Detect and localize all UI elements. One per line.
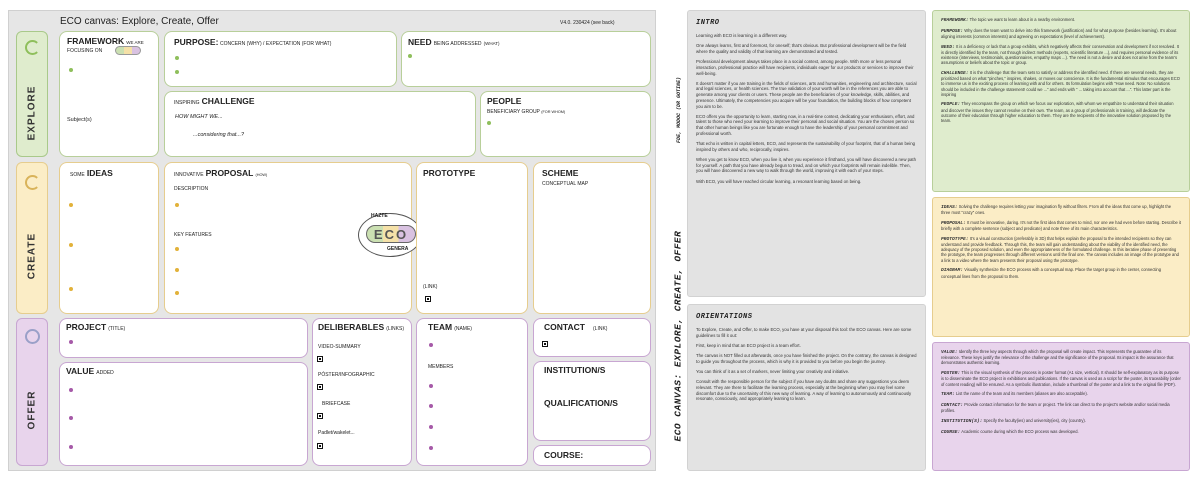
note-text: They encompass the group on which we focus our exploration, with whom we empathize to understand their situation and discover the issues they cannot resolve on their own. The team, as a group of professionals in training, will dedicate the outcome of their education through higher education to them. They are the recipients of the innovative solution proposed by the team.: [941, 101, 1174, 124]
people-label: PEOPLE: [487, 96, 522, 106]
orientations-title: ORIENTATIONS: [696, 313, 753, 321]
note-key: POSTER:: [941, 371, 961, 377]
note-item: [941, 236, 1181, 263]
note-text: It is a deficiency or lack that a group exhibits, which negatively affects their conservation and development if not resolved. It is directly identified by the team, not through indirect methods (experts, scientific literature ...), and requires personal evidence of its existence (interviews, testimonials, questionnaires, empathy maps ...). The need is not a desire and does not arise from the team's assumptions or beliefs about the topic or group.: [941, 43, 1179, 66]
intro-panel: [687, 10, 926, 297]
value-bullet: [69, 416, 73, 420]
project-sub: (TITLE): [108, 326, 126, 332]
note-key: NEED:: [941, 44, 955, 50]
paragraph: Learning with ECO is learning in a different way.: [696, 33, 788, 38]
purpose-label: PURPOSE:: [174, 37, 219, 47]
note-text: This is the visual synthesis of the process in poster format (A1 size, vertical). It should be self-explanatory as its purpose is to disseminate the ECO project in exhibitions and publications. If the canvas is used as a script for the poster, its traceability (order of content reading) will be ensured. As a symbolic illustration, include a thumbnail of the poster and a link to the original file (PDF).: [941, 370, 1181, 387]
note-text: The topic we want to learn about in a nearby environment.: [969, 17, 1076, 22]
paragraph: First, keep in mind that an ECO project is a team effort.: [696, 342, 801, 348]
people-sub: [487, 109, 565, 115]
create-notes-panel: [932, 197, 1190, 337]
note-item: [941, 70, 1181, 97]
canvas-title: ECO canvas: Explore, Create, Offer: [60, 16, 219, 27]
ideas-bullet: [69, 243, 73, 247]
note-item: [941, 44, 1181, 66]
qr-icon[interactable]: [317, 413, 323, 419]
note-key: VALUE:: [941, 350, 958, 355]
contact-box[interactable]: [533, 318, 651, 357]
value-sub: ADDED: [96, 370, 114, 376]
deliverable-item: BRIEFCASE: [322, 401, 351, 407]
note-key: PROTOTYPE:: [941, 236, 969, 242]
note-key: DIAGRAM:: [941, 268, 964, 274]
note-key: IDEAS:: [941, 205, 958, 210]
deliverable-item: Padlet/wakelet...: [318, 430, 355, 436]
institution-label: INSTITUTION/S: [544, 365, 606, 375]
institution-box[interactable]: [533, 361, 651, 441]
people-sub2: (FOR WHOM): [541, 110, 566, 114]
note-text: Why does the team want to delve into this framework (justification) and for what purpose (besides learning). It's about aligning interests (common interests) and agreeing on expectations (level of achievement).: [941, 27, 1177, 39]
scheme-sub: CONCEPTUAL MAP: [542, 181, 589, 187]
intro-title: INTRO: [696, 19, 720, 27]
contact-label: CONTACT: [544, 322, 585, 332]
people-box[interactable]: [480, 91, 651, 157]
qr-icon[interactable]: [542, 341, 548, 347]
team-bullet: [429, 425, 433, 429]
qr-icon[interactable]: [317, 384, 323, 390]
note-item: [941, 349, 1181, 366]
note-key: CONTACT:: [941, 402, 964, 408]
proposal-pre: INNOVATIVE: [174, 172, 204, 178]
paragraph: Professional development always takes place in a social context, among people. With more or less personal interaction, professional practice will have recipients, individuals eager for our products or services to improve their well-being.: [696, 59, 914, 76]
explore-label: EXPLORE: [26, 85, 38, 140]
team-bullet: [429, 446, 433, 450]
team-box[interactable]: [416, 318, 528, 466]
ideas-label: IDEAS: [86, 168, 113, 178]
prototype-label: PROTOTYPE: [423, 168, 476, 178]
note-text: It is the challenge that the team sets to satisfy or address the identified need. If there are several needs, they are prioritized based on what "pinches," inspires, shakes, or moves our conscience. It is the fundamental stimulus that encourages ECO to immerse us in the exciting process of learning with and for others. Its formulation begins with "How need. Note: No solutions should be included in the challenge statement! could we ..." and ends with " ... taking into account that ...". This latter part is the inspiring: [941, 69, 1180, 97]
purpose-bullet: [175, 56, 179, 60]
eco-mini-logo-icon: [115, 46, 141, 55]
value-label: VALUE: [66, 366, 95, 376]
course-box[interactable]: [533, 445, 651, 466]
note-item: [941, 429, 1181, 435]
note-text: Provide contact information for the team or project. The link can direct to the project's website and/or social media profiles.: [941, 401, 1170, 414]
challenge-label: CHALLENGE: [201, 96, 255, 106]
team-label: TEAM: [428, 322, 453, 332]
people-sub1: BENEFICIARY GROUP: [487, 109, 540, 115]
framework-line2: FOCUSING ON: [67, 48, 103, 54]
qualification-label: QUALIFICATION/S: [544, 398, 618, 408]
note-item: [941, 28, 1181, 39]
create-tab: [16, 162, 48, 314]
ideas-bullet: [69, 203, 73, 207]
note-text: List the name of the team and its members (aliases are also acceptable).: [955, 391, 1088, 397]
create-logo-icon: [25, 175, 40, 190]
purpose-box[interactable]: [164, 31, 397, 87]
prototype-box[interactable]: [416, 162, 528, 314]
proposal-bullet: [175, 247, 179, 251]
eco-stamp-icon: [358, 213, 422, 257]
value-box[interactable]: [59, 362, 308, 466]
note-text: It's a visual construction (preferably in 3D) that helps explain the proposal to the intended recipients so they can understand and provide feedback. Through this, the team will gain understanding about the viability of the identified need, the adequacy of the proposed solution, and even the appropriateness of the formulated challenge. In this iterative phase of presenting the prototype, the team progresses through different versions until the final one. The canvas includes an image of the prototype and a link to a video where the team presents their proposal using the prototype.: [941, 235, 1179, 263]
stamp-mid: ECO: [366, 225, 416, 243]
note-key: PURPOSE:: [941, 28, 964, 34]
paragraph: To Explore, Create, and Offer, to make ECO, you have at your disposal this tool: the ECO canvas. Here are some guidelines to fill it out:: [696, 327, 912, 338]
note-key: INSTITUTION(S):: [941, 418, 983, 424]
need-sub1: BEING ADDRESSED: [433, 41, 482, 47]
note-item: [941, 220, 1181, 231]
framework-suffix: WE ARE: [126, 40, 144, 45]
note-key: PROPOSAL:: [941, 220, 966, 226]
paragraph: ECO offers you the opportunity to learn, starting now, in a real-time context, dedicating your enthusiasm, effort, and talent to those who need your learning to improve their personal and social situation. You are the chosen person so that other human beings like you are fortunate enough to have the leadership of your personal commitment and professional worth.: [696, 113, 915, 136]
note-text: Academic course during which the ECO process was developed.: [961, 428, 1079, 434]
offer-logo-icon: [25, 329, 40, 344]
framework-box[interactable]: [59, 31, 159, 157]
note-key: CHALLENGE:: [941, 70, 969, 76]
note-key: FRAMEWORK:: [941, 18, 969, 23]
paragraph: It doesn't matter if you are training in the fields of sciences, arts and humanities, engineering and architecture, social and legal sciences, or health sciences. The true validation of your worth will be in the references you are able to generate among your clients or users. These people are the beneficiaries of your knowledge, skills, abilities, and presence. Ultimately, the competencies you acquire will be your foundation, the building blocks of how competent you aim to be.: [696, 80, 917, 109]
note-text: Solving the challenge requires letting your imagination fly without filters. From all the ideas that come up, highlight the three most "crazy" ones.: [941, 204, 1171, 216]
need-box[interactable]: [401, 31, 651, 87]
framework-label: FRAMEWORK: [67, 36, 125, 46]
deliverables-sub: (LINKS): [386, 326, 404, 332]
spine-author: FDE, MODOC (DR GOTINE): [676, 77, 682, 144]
team-sub: (NAME): [454, 326, 472, 332]
canvas-version: V4.0. 230424 (see back): [560, 20, 615, 26]
prototype-link: (LINK): [423, 284, 438, 290]
offer-label: OFFER: [26, 390, 38, 429]
proposal-sub: (HOW): [255, 173, 268, 177]
intro-body: [696, 33, 917, 184]
scheme-box[interactable]: [533, 162, 651, 314]
proposal-features: KEY FEATURES: [174, 232, 212, 238]
proposal-bullet: [175, 203, 179, 207]
team-bullet: [429, 384, 433, 388]
note-text: It must be innovative, daring. It's not the first idea that comes to mind, nor one we had even before starting. Describe it briefly with a complete sentence (subject and predicate) and note three of its main characteristics.: [941, 219, 1181, 232]
ideas-box[interactable]: [59, 162, 159, 314]
deliverable-item: PÓSTER/INFOGRAPHIC: [318, 372, 375, 378]
value-bullet: [69, 445, 73, 449]
team-bullet: [429, 404, 433, 408]
scheme-label: SCHEME: [542, 168, 579, 178]
team-members: MEMBERS: [428, 364, 454, 370]
paragraph: One always learns, first and foremost, for oneself; that's obvious. But professional development will be the field where the quality and validity of that learning are demonstrated and tested.: [696, 43, 907, 54]
challenge-how: HOW MIGHT WE...: [175, 114, 223, 120]
subjects-label: Subject(s): [67, 117, 92, 123]
note-item: [941, 391, 1181, 397]
course-label: COURSE:: [544, 450, 584, 460]
project-box[interactable]: [59, 318, 308, 358]
proposal-label: PROPOSAL: [205, 168, 254, 178]
create-label: CREATE: [26, 232, 38, 280]
explore-logo-icon: [25, 40, 40, 55]
ideas-pre: SOME: [70, 172, 85, 178]
note-text: Visually synthesize the ECO process with a conceptual map. Place the target group in the center, connecting conceptual lines from the proposal to them.: [941, 267, 1161, 279]
paragraph: The canvas is NOT filled out afterwards, once you have finished the project. On the contrary, the canvas is designed to guide you throughout the process, which is why it is provided to you before you begin the journey.: [696, 353, 917, 364]
need-sub2: (WHAT): [483, 41, 500, 46]
note-key: COURSE:: [941, 429, 961, 435]
challenge-box[interactable]: [164, 91, 476, 157]
qr-icon[interactable]: [317, 356, 323, 362]
proposal-bullet: [175, 291, 179, 295]
team-bullet: [429, 343, 433, 347]
note-item: [941, 418, 1181, 424]
note-text: Specify the faculty(ies) and university(ies), city (country).: [983, 417, 1086, 423]
explore-tab: [16, 31, 48, 157]
offer-notes-panel: [932, 342, 1190, 471]
note-item: [941, 101, 1181, 123]
need-label: NEED: [408, 37, 432, 47]
note-text: Identify the three key aspects through which the proposal will create impact. This represents the guarantee of its relevance. These keys justify the relevance of the challenge and the significance of the proposal. Its impact is the assurance that demonstrates authentic learning.: [941, 349, 1174, 366]
spine-title: ECO CANVAS: EXPLORE, CREATE, OFFER: [672, 230, 684, 442]
proposal-bullet: [175, 268, 179, 272]
note-item: [941, 267, 1181, 278]
orientations-body: [696, 327, 917, 402]
deliverables-label: DELIBERABLES: [318, 322, 385, 332]
project-bullet: [69, 340, 73, 344]
note-item: [941, 204, 1181, 215]
qr-icon[interactable]: [317, 443, 323, 449]
contact-sub: (LINK): [593, 326, 608, 332]
project-label: PROJECT: [66, 322, 107, 332]
stamp-bottom: GENERA: [387, 246, 409, 252]
deliverables-box[interactable]: [312, 318, 412, 466]
need-bullet: [408, 54, 412, 58]
paragraph: You can think of it as a set of markers, never limiting your creativity and initiative.: [696, 369, 850, 375]
framework-bullet: [69, 68, 73, 72]
people-bullet: [487, 121, 491, 125]
paragraph: Consult with the responsible person for the subject if you have any doubts and share any suggestions you deem relevant. They are there to facilitate the learning process, especially at the beginning when you may feel some discomfort due to the uncertainty of this new way of learning. A way of learning to autonomously and continuously resonate, consciously, and appropriately learning to learn.: [696, 379, 912, 402]
note-key: PEOPLE:: [941, 102, 961, 108]
challenge-pre: INSPIRING: [174, 100, 200, 106]
value-bullet: [69, 388, 73, 392]
deliverable-item: VIDEO-SUMMARY: [318, 344, 361, 350]
ideas-bullet: [69, 287, 73, 291]
note-item: [941, 17, 1181, 23]
offer-tab: [16, 318, 48, 466]
purpose-sub: CONCERN (WHY) / EXPECTATION (FOR WHAT): [220, 41, 332, 47]
paragraph: That echo is written in capital letters, ECO, and represents the sustainability of your footprint, that of a human being inspired by others and who, reciprocally, inspires.: [696, 141, 916, 152]
stamp-top: HAZTE: [371, 213, 388, 219]
note-item: [941, 370, 1181, 387]
challenge-consider: ...considering that...?: [193, 132, 245, 138]
qr-icon[interactable]: [425, 296, 431, 302]
proposal-description: DESCRIPTION: [174, 186, 209, 192]
paragraph: When you get to know ECO, when you live it, when you experience it firsthand, you will have discovered a new path for yourself. A path that you have already begun to tread, and on which your footprints will remain indelible. Then, you will have discovered a new way to walk through the world, improving it with each of your steps.: [696, 156, 916, 174]
note-key: TEAM:: [941, 392, 955, 398]
orientations-panel: [687, 304, 926, 471]
purpose-bullet: [175, 70, 179, 74]
note-item: [941, 402, 1181, 413]
paragraph: With ECO, you will have reached circular learning, a resonant learning based on being.: [696, 178, 862, 184]
explore-notes-panel: [932, 10, 1190, 192]
